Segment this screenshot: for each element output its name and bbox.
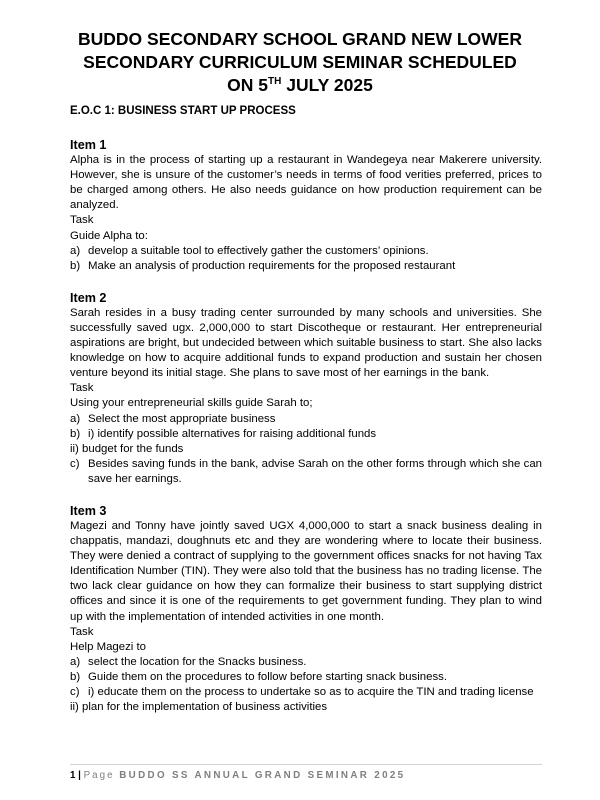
item-3-task-c-ii: ii) plan for the implementation of business activities bbox=[70, 701, 328, 714]
item-2-task-c bbox=[70, 457, 542, 487]
footer-separator: | bbox=[75, 770, 84, 781]
task-marker: c) bbox=[70, 457, 80, 470]
task-text: Besides saving funds in the bank, advise Sarah on the other forms through which she can save her earnings. bbox=[88, 457, 542, 485]
task-marker: a) bbox=[70, 412, 81, 425]
task-text: Make an analysis of production requirements for the proposed restaurant bbox=[88, 259, 456, 272]
task-text: develop a suitable tool to effectively gather the customers’ opinions. bbox=[88, 244, 429, 257]
title-date-superscript: TH bbox=[268, 76, 282, 87]
task-text: i) identify possible alternatives for raising additional funds bbox=[88, 427, 377, 440]
item-2-section bbox=[70, 290, 542, 487]
document-title bbox=[40, 28, 560, 97]
title-line-1: BUDDO SECONDARY SCHOOL GRAND NEW LOWER bbox=[78, 29, 522, 49]
item-1-task-a bbox=[70, 244, 542, 259]
footer-page-number: 1 bbox=[70, 770, 76, 781]
spacer bbox=[70, 274, 542, 290]
item-3-task-b bbox=[70, 670, 542, 685]
item-2-task-b bbox=[70, 427, 542, 442]
footer-page-word: Page bbox=[83, 770, 120, 781]
task-marker: b) bbox=[70, 427, 81, 440]
task-marker: a) bbox=[70, 244, 81, 257]
task-text: Guide them on the procedures to follow before starting snack business. bbox=[88, 670, 448, 683]
item-2-task-b-ii: ii) budget for the funds bbox=[70, 442, 184, 455]
item-2-scenario: Sarah resides in a busy trading center surrounded by many schools and universities. She successfully saved ugx. 2,000,000 to start Discotheque or restaurant. Her entrepreneurial aspirations are bright, but undecided between which suitable business to start. She also lacks knowledge on how to acquire additional funds to expand production and sustain her chosen venture beyond its initial stage. She plans to save most of her earnings in the bank. bbox=[70, 306, 542, 380]
item-1-task-label: Task bbox=[70, 214, 94, 227]
title-line-2: SECONDARY CURRICULUM SEMINAR SCHEDULED bbox=[83, 52, 517, 72]
task-text: Select the most appropriate business bbox=[88, 412, 276, 425]
spacer bbox=[70, 487, 542, 503]
item-1-title: Item 1 bbox=[70, 138, 107, 153]
item-3-task-label: Task bbox=[70, 625, 94, 638]
item-2-task-intro: Using your entrepreneurial skills guide Sarah to; bbox=[70, 397, 313, 410]
task-marker: b) bbox=[70, 670, 81, 683]
task-marker: b) bbox=[70, 259, 81, 272]
title-date-prefix: ON 5 bbox=[227, 75, 269, 95]
item-1-section bbox=[70, 137, 542, 274]
footer-text: BUDDO SS ANNUAL GRAND SEMINAR 2025 bbox=[119, 770, 406, 781]
task-marker: a) bbox=[70, 655, 81, 668]
item-1-task-b bbox=[70, 259, 542, 274]
task-marker: c) bbox=[70, 686, 80, 698]
item-3-section bbox=[70, 503, 542, 715]
item-3-task-c bbox=[70, 685, 542, 700]
item-2-task-label: Task bbox=[70, 382, 94, 395]
task-text: select the location for the Snacks business. bbox=[88, 655, 307, 668]
item-2-task-a bbox=[70, 412, 542, 427]
title-line-3 bbox=[40, 74, 560, 97]
page-footer bbox=[70, 770, 542, 782]
item-2-title: Item 2 bbox=[70, 290, 107, 305]
item-1-scenario: Alpha is in the process of starting up a restaurant in Wandegeya near Makerere university. However, she is unsure of the customer’s needs in terms of food verities preferred, prices to be charged among others. He also needs guidance on how production requirement can be analyzed. bbox=[70, 154, 542, 212]
title-date-suffix: JULY 2025 bbox=[281, 75, 373, 95]
document-body bbox=[70, 104, 542, 715]
item-3-task-a bbox=[70, 655, 542, 670]
footer-divider bbox=[70, 764, 542, 765]
task-text: i) educate them on the process to undertake so as to acquire the TIN and trading license bbox=[88, 686, 534, 698]
eoc-heading: E.O.C 1: BUSINESS START UP PROCESS bbox=[70, 105, 296, 117]
item-3-title: Item 3 bbox=[70, 503, 107, 518]
item-3-scenario: Magezi and Tonny have jointly saved UGX 4,000,000 to start a snack business dealing in chappatis, mandazi, doughnuts etc and they are wondering where to locate their business. They were denied a contract of supplying to the government offices snacks for not having Tax Identification Number (TIN). They were also told that the business has no trading license. The two lack clear guidance on how they can formalize their business to start supplying district offices and since it is one of the requirements to get government funding. They plan to wind up with the implementation of intended activities in one month. bbox=[70, 519, 542, 623]
item-1-task-intro: Guide Alpha to: bbox=[70, 229, 148, 242]
item-3-task-intro: Help Magezi to bbox=[70, 640, 146, 653]
